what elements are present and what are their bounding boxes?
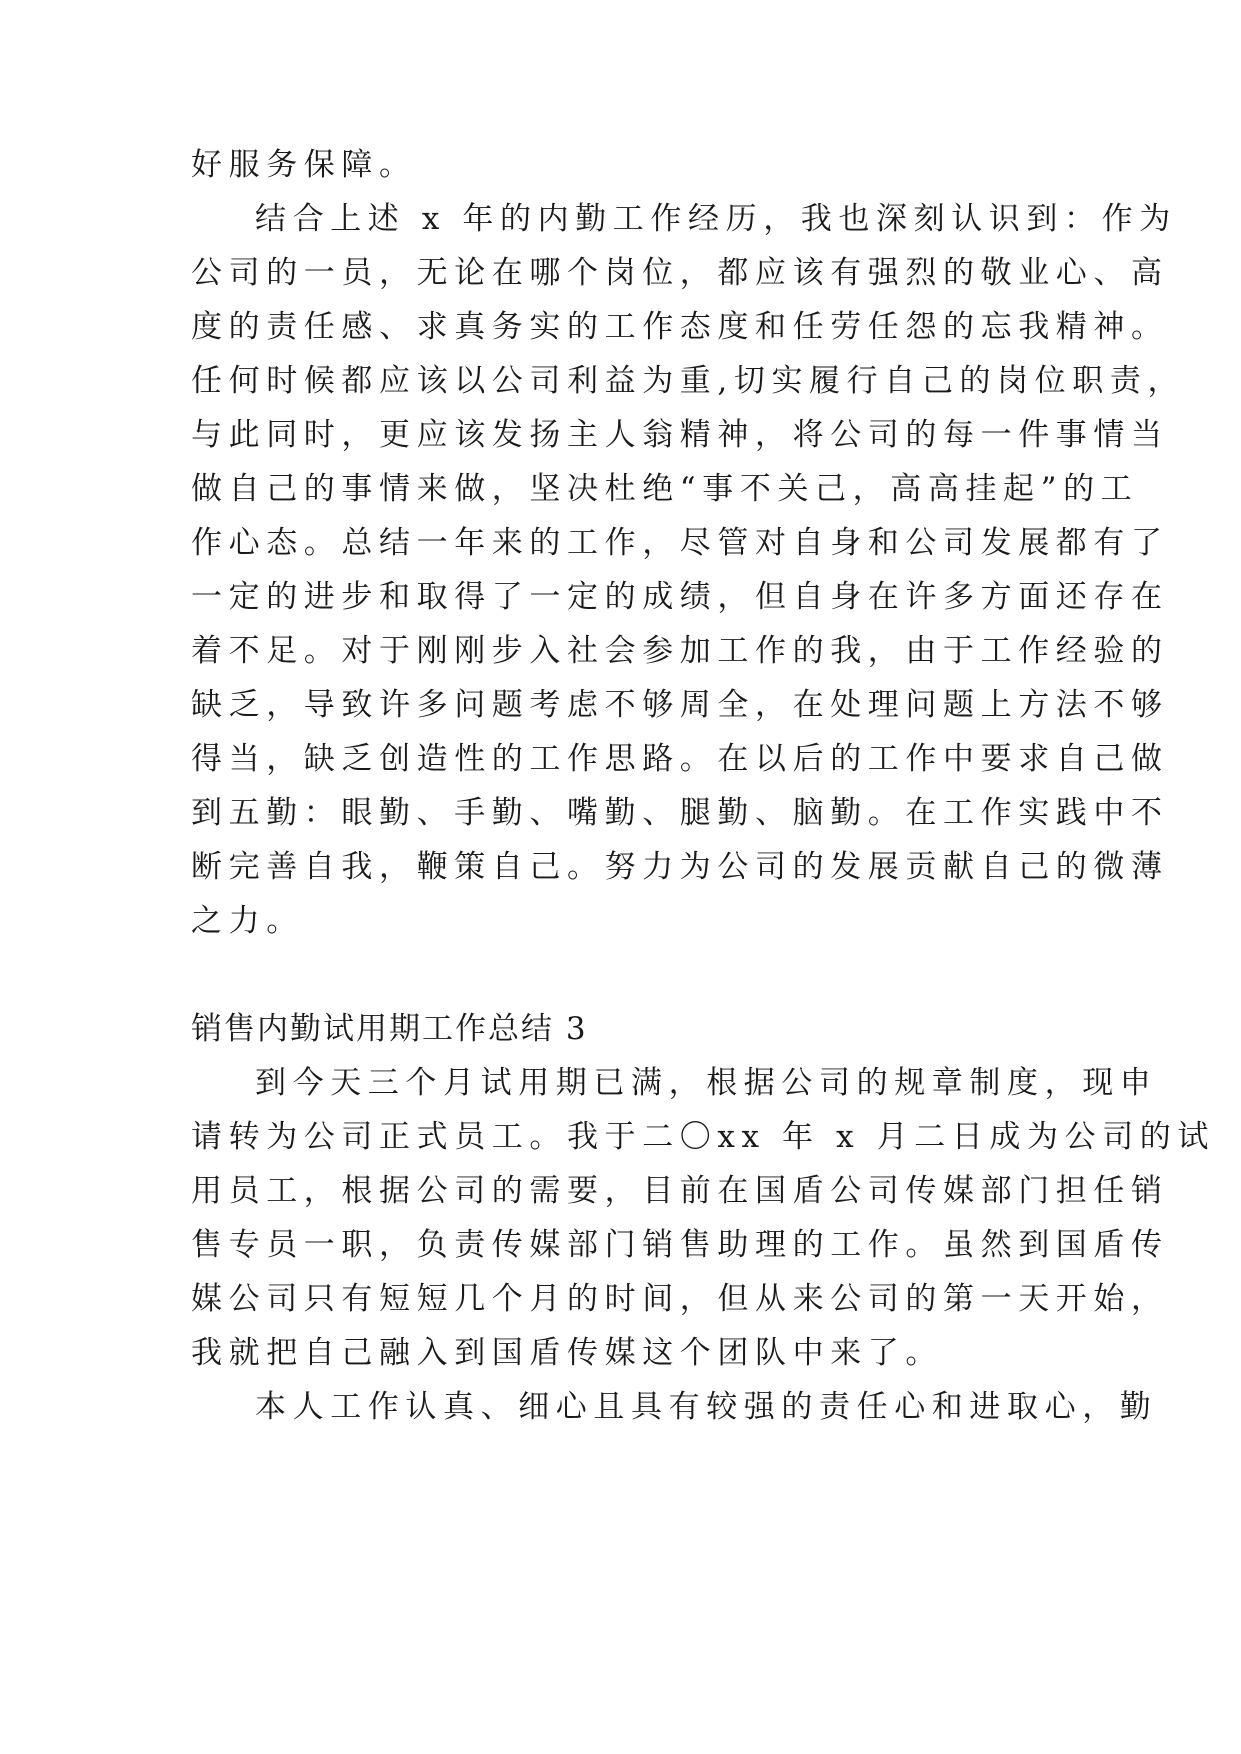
- paragraph-line: 缺乏，导致许多问题考虑不够周全，在处理问题上方法不够: [191, 687, 1169, 723]
- paragraph-line: 请转为公司正式员工。我于二〇xx 年 x 月二日成为公司的试: [191, 1119, 1216, 1155]
- paragraph-line: 用员工，根据公司的需要，目前在国盾公司传媒部门担任销: [191, 1173, 1169, 1209]
- paragraph-line: 结合上述 x 年的内勤工作经历，我也深刻认识到：作为: [255, 201, 1177, 237]
- paragraph-line: 作心态。总结一年来的工作，尽管对自身和公司发展都有了: [191, 525, 1169, 561]
- paragraph-line: 得当，缺乏创造性的工作思路。在以后的工作中要求自己做: [191, 741, 1169, 777]
- paragraph-line: 着不足。对于刚刚步入社会参加工作的我，由于工作经验的: [191, 633, 1169, 669]
- paragraph-line: 售专员一职，负责传媒部门销售助理的工作。虽然到国盾传: [191, 1227, 1169, 1263]
- paragraph-line: 与此同时，更应该发扬主人翁精神，将公司的每一件事情当: [191, 417, 1169, 453]
- paragraph-line: 到今天三个月试用期已满，根据公司的规章制度，现申: [255, 1065, 1158, 1101]
- paragraph-line: 任何时候都应该以公司利益为重,切实履行自己的岗位职责，: [191, 363, 1186, 399]
- paragraph-line: 度的责任感、求真务实的工作态度和任劳任怨的忘我精神。: [191, 309, 1169, 345]
- paragraph-line: 好服务保障。: [191, 147, 417, 183]
- paragraph-line: 媒公司只有短短几个月的时间，但从来公司的第一天开始，: [191, 1281, 1169, 1317]
- paragraph-line: 之力。: [191, 903, 304, 939]
- paragraph-line: 做自己的事情来做，坚决杜绝“事不关己，高高挂起”的工: [191, 471, 1139, 507]
- paragraph-line: 一定的进步和取得了一定的成绩，但自身在许多方面还存在: [191, 579, 1169, 615]
- paragraph-line: 公司的一员，无论在哪个岗位，都应该有强烈的敬业心、高: [191, 255, 1169, 291]
- section-heading: 销售内勤试用期工作总结 3: [191, 1011, 588, 1047]
- paragraph-line: 到五勤：眼勤、手勤、嘴勤、腿勤、脑勤。在工作实践中不: [191, 795, 1169, 831]
- paragraph-line: 本人工作认真、细心且具有较强的责任心和进取心，勤: [255, 1389, 1158, 1425]
- paragraph-line: 我就把自己融入到国盾传媒这个团队中来了。: [191, 1335, 943, 1371]
- paragraph-line: 断完善自我，鞭策自己。努力为公司的发展贡献自己的微薄: [191, 849, 1169, 885]
